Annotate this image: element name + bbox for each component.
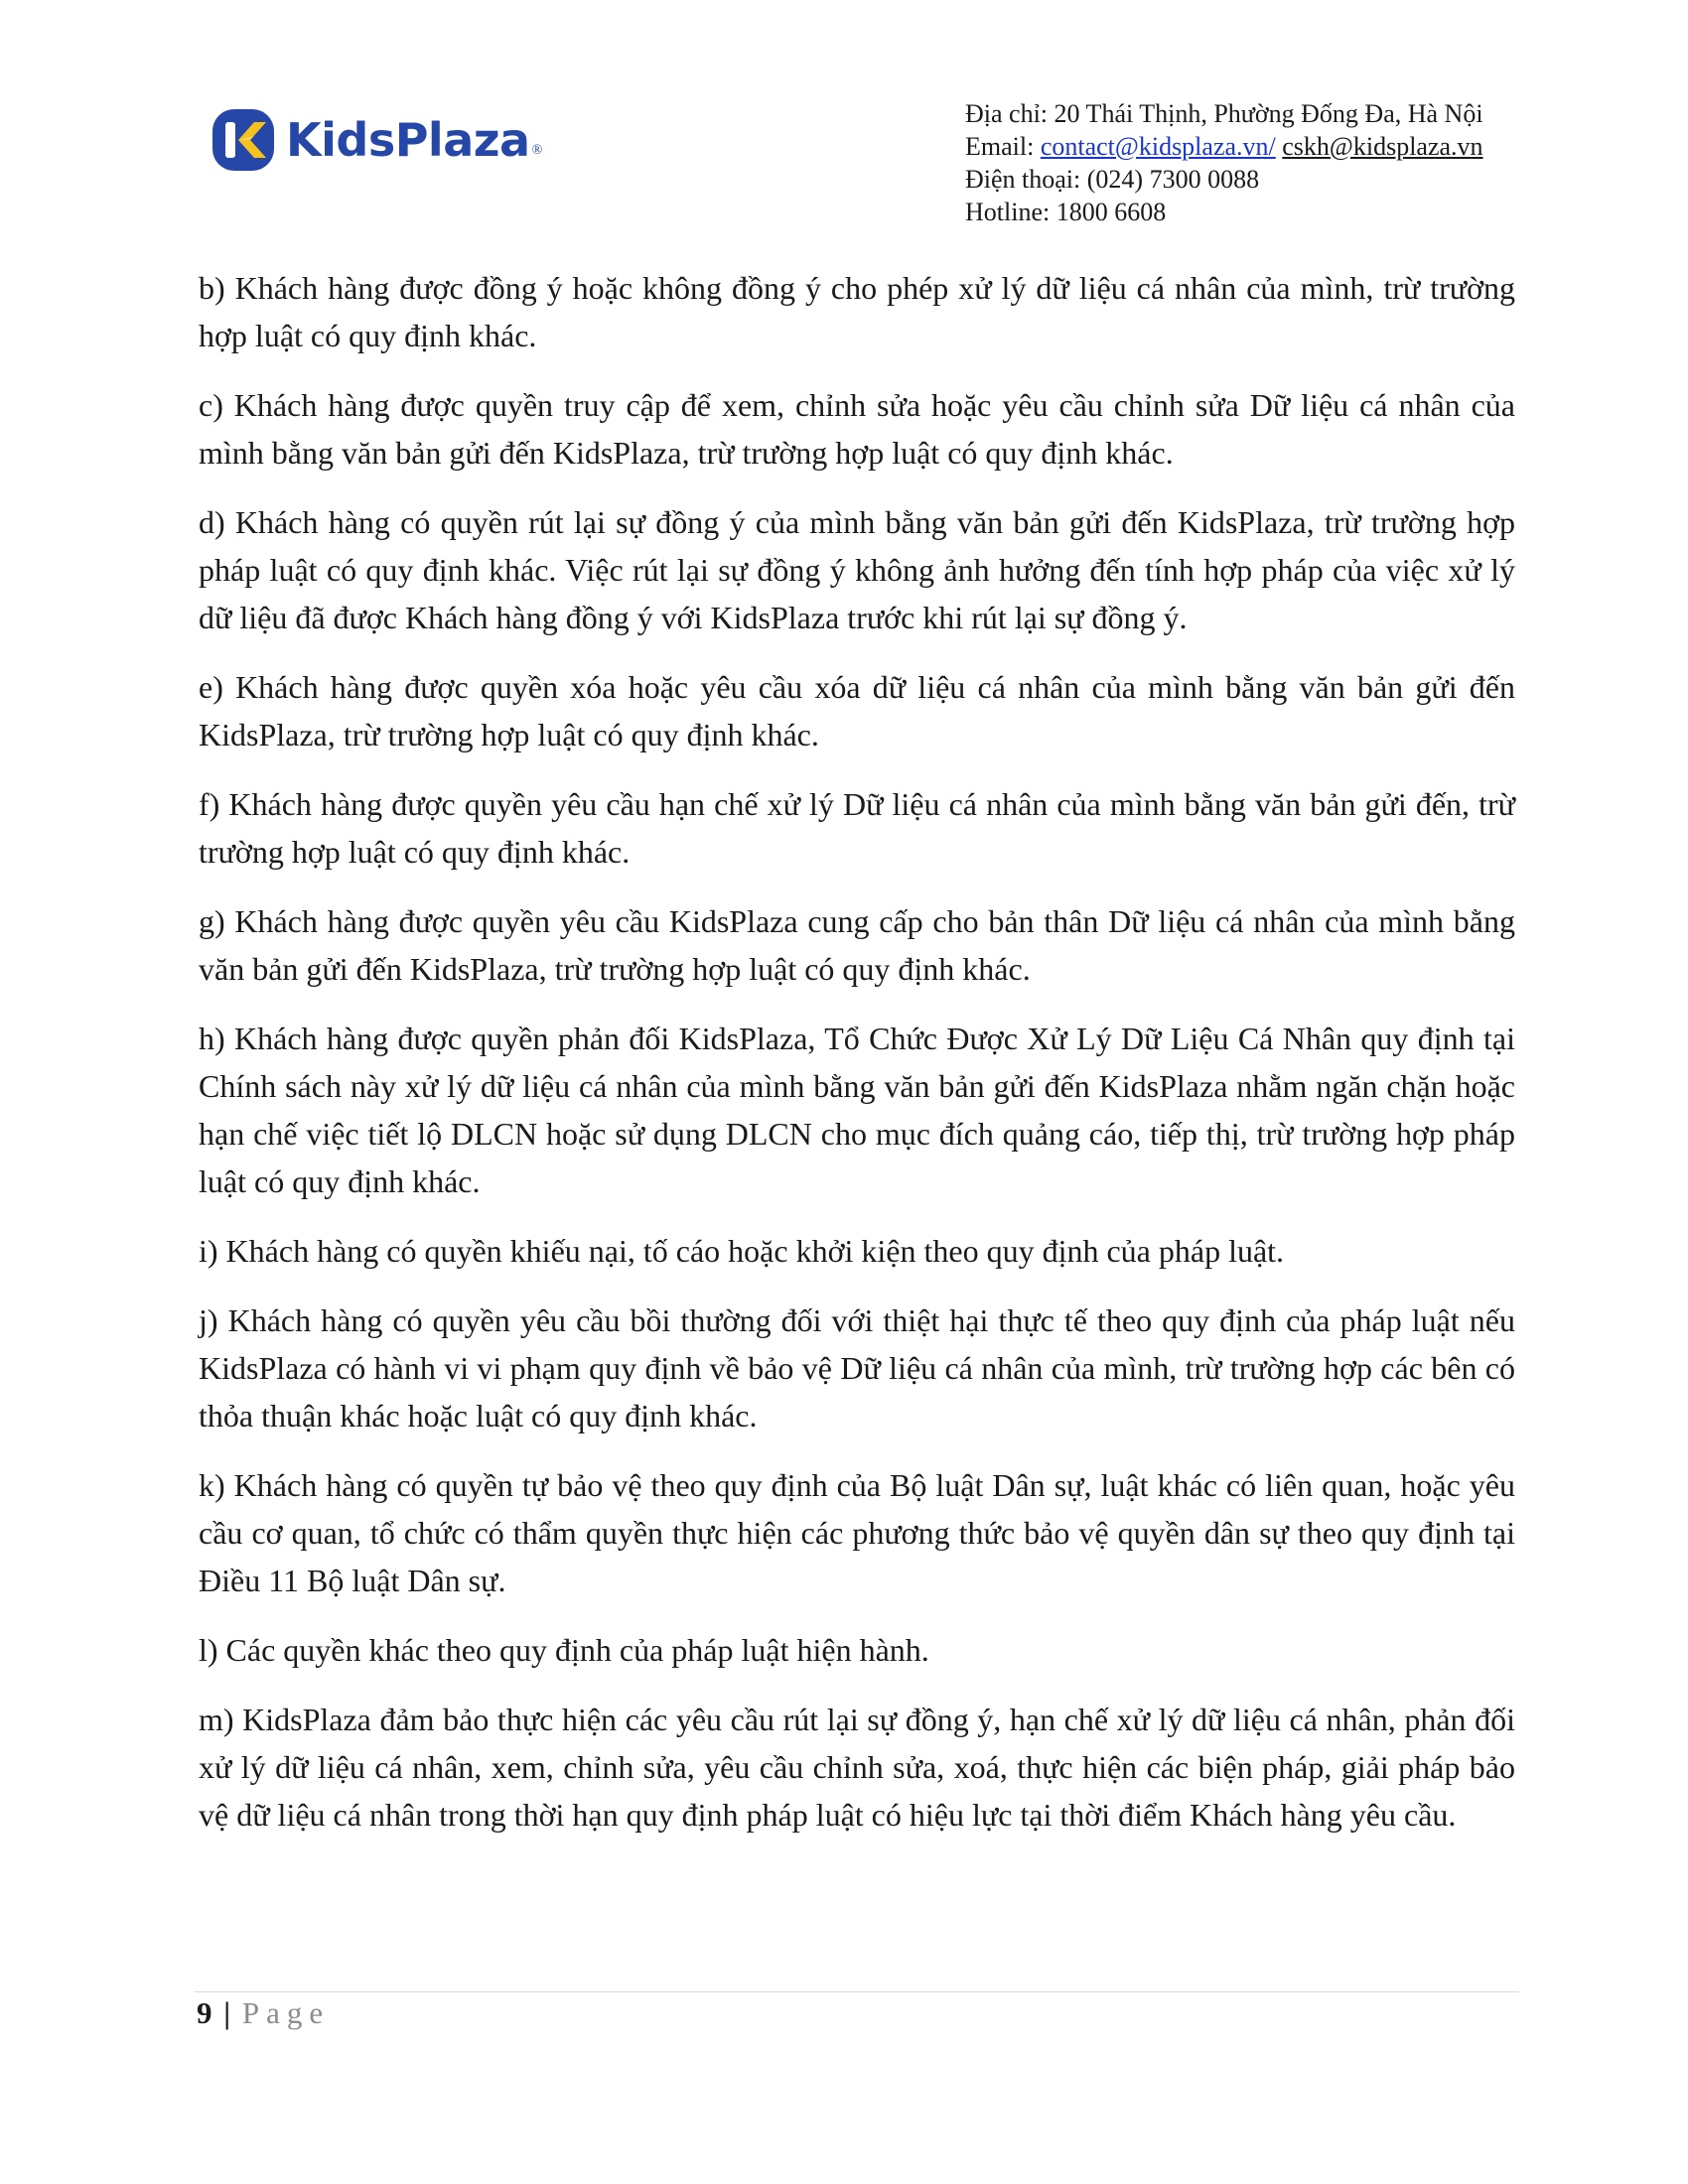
paragraph-c: c) Khách hàng được quyền truy cập để xem, chỉnh sửa hoặc yêu cầu chỉnh sửa Dữ liệu cá nhân của mình bằng văn bản gửi đến KidsPlaza, trừ trường hợp luật có quy định khác. [199,387,1515,471]
address-line: Địa chỉ: 20 Thái Thịnh, Phường Đống Đa, Hà Nội [965,99,1483,128]
email-primary-link[interactable]: contact@kidsplaza.vn/ [1040,132,1276,161]
footer-separator: | [223,1995,231,2030]
paragraph-m: m) KidsPlaza đảm bảo thực hiện các yêu cầu rút lại sự đồng ý, hạn chế xử lý dữ liệu cá nhân, phản đối xử lý dữ liệu cá nhân, xem, chỉnh sửa, yêu cầu chỉnh sửa, xoá, thực hiện các biện pháp, giải pháp bảo vệ dữ liệu cá nhân trong thời hạn quy định pháp luật có hiệu lực tại thời điểm Khách hàng yêu cầu. [199,1702,1515,1833]
phone-line: Điện thoại: (024) 7300 0088 [965,165,1260,194]
kidsplaza-logo [211,107,542,173]
email-secondary-link[interactable]: cskh@kidsplaza.vn [1282,132,1483,161]
paragraph-d: d) Khách hàng có quyền rút lại sự đồng ý của mình bằng văn bản gửi đến KidsPlaza, trừ trường hợp pháp luật có quy định khác. Việc rút lại sự đồng ý không ảnh hưởng đến tính hợp pháp của việc xử lý dữ liệu đã được Khách hàng đồng ý với KidsPlaza trước khi rút lại sự đồng ý. [199,504,1515,635]
document-body [199,264,1515,1860]
footer-divider [195,1991,1519,1992]
paragraph-j: j) Khách hàng có quyền yêu cầu bồi thường đối với thiệt hại thực tế theo quy định của pháp luật nếu KidsPlaza có hành vi vi phạm quy định về bảo vệ Dữ liệu cá nhân của mình, trừ trường hợp các bên có thỏa thuận khác hoặc luật có quy định khác. [199,1302,1515,1433]
paragraph-k: k) Khách hàng có quyền tự bảo vệ theo quy định của Bộ luật Dân sự, luật khác có liên quan, hoặc yêu cầu cơ quan, tổ chức có thẩm quyền thực hiện các phương thức bảo vệ quyền dân sự theo quy định tại Điều 11 Bộ luật Dân sự. [199,1467,1515,1598]
paragraph-e: e) Khách hàng được quyền xóa hoặc yêu cầu xóa dữ liệu cá nhân của mình bằng văn bản gửi đến KidsPlaza, trừ trường hợp luật có quy định khác. [199,669,1515,752]
paragraph-l: l) Các quyền khác theo quy định của pháp luật hiện hành. [199,1632,929,1668]
hotline-line: Hotline: 1800 6608 [965,198,1167,226]
email-label: Email: [965,132,1041,161]
contact-info [965,97,1483,228]
paragraph-i: i) Khách hàng có quyền khiếu nại, tố cáo hoặc khởi kiện theo quy định của pháp luật. [199,1233,1285,1269]
paragraph-g: g) Khách hàng được quyền yêu cầu KidsPlaza cung cấp cho bản thân Dữ liệu cá nhân của mình bằng văn bản gửi đến KidsPlaza, trừ trường hợp luật có quy định khác. [199,903,1515,987]
logo-wordmark: KidsPlaza [286,113,530,167]
email-line [965,130,1483,163]
paragraph-h: h) Khách hàng được quyền phản đối KidsPlaza, Tổ Chức Được Xử Lý Dữ Liệu Cá Nhân quy định tại Chính sách này xử lý dữ liệu cá nhân của mình bằng văn bản gửi đến KidsPlaza nhằm ngăn chặn hoặc hạn chế việc tiết lộ DLCN hoặc sử dụng DLCN cho mục đích quảng cáo, tiếp thị, trừ trường hợp pháp luật có quy định khác. [199,1021,1515,1199]
paragraph-f: f) Khách hàng được quyền yêu cầu hạn chế xử lý Dữ liệu cá nhân của mình bằng văn bản gửi đến, trừ trường hợp luật có quy định khác. [199,786,1515,870]
page-footer [197,1993,330,2033]
paragraph-b: b) Khách hàng được đồng ý hoặc không đồng ý cho phép xử lý dữ liệu cá nhân của mình, trừ trường hợp luật có quy định khác. [199,270,1515,353]
registered-mark: ® [531,143,543,158]
page-number: 9 [197,1995,212,2030]
kidsplaza-k-logo-icon [211,107,276,173]
page-label: Page [241,1995,331,2030]
